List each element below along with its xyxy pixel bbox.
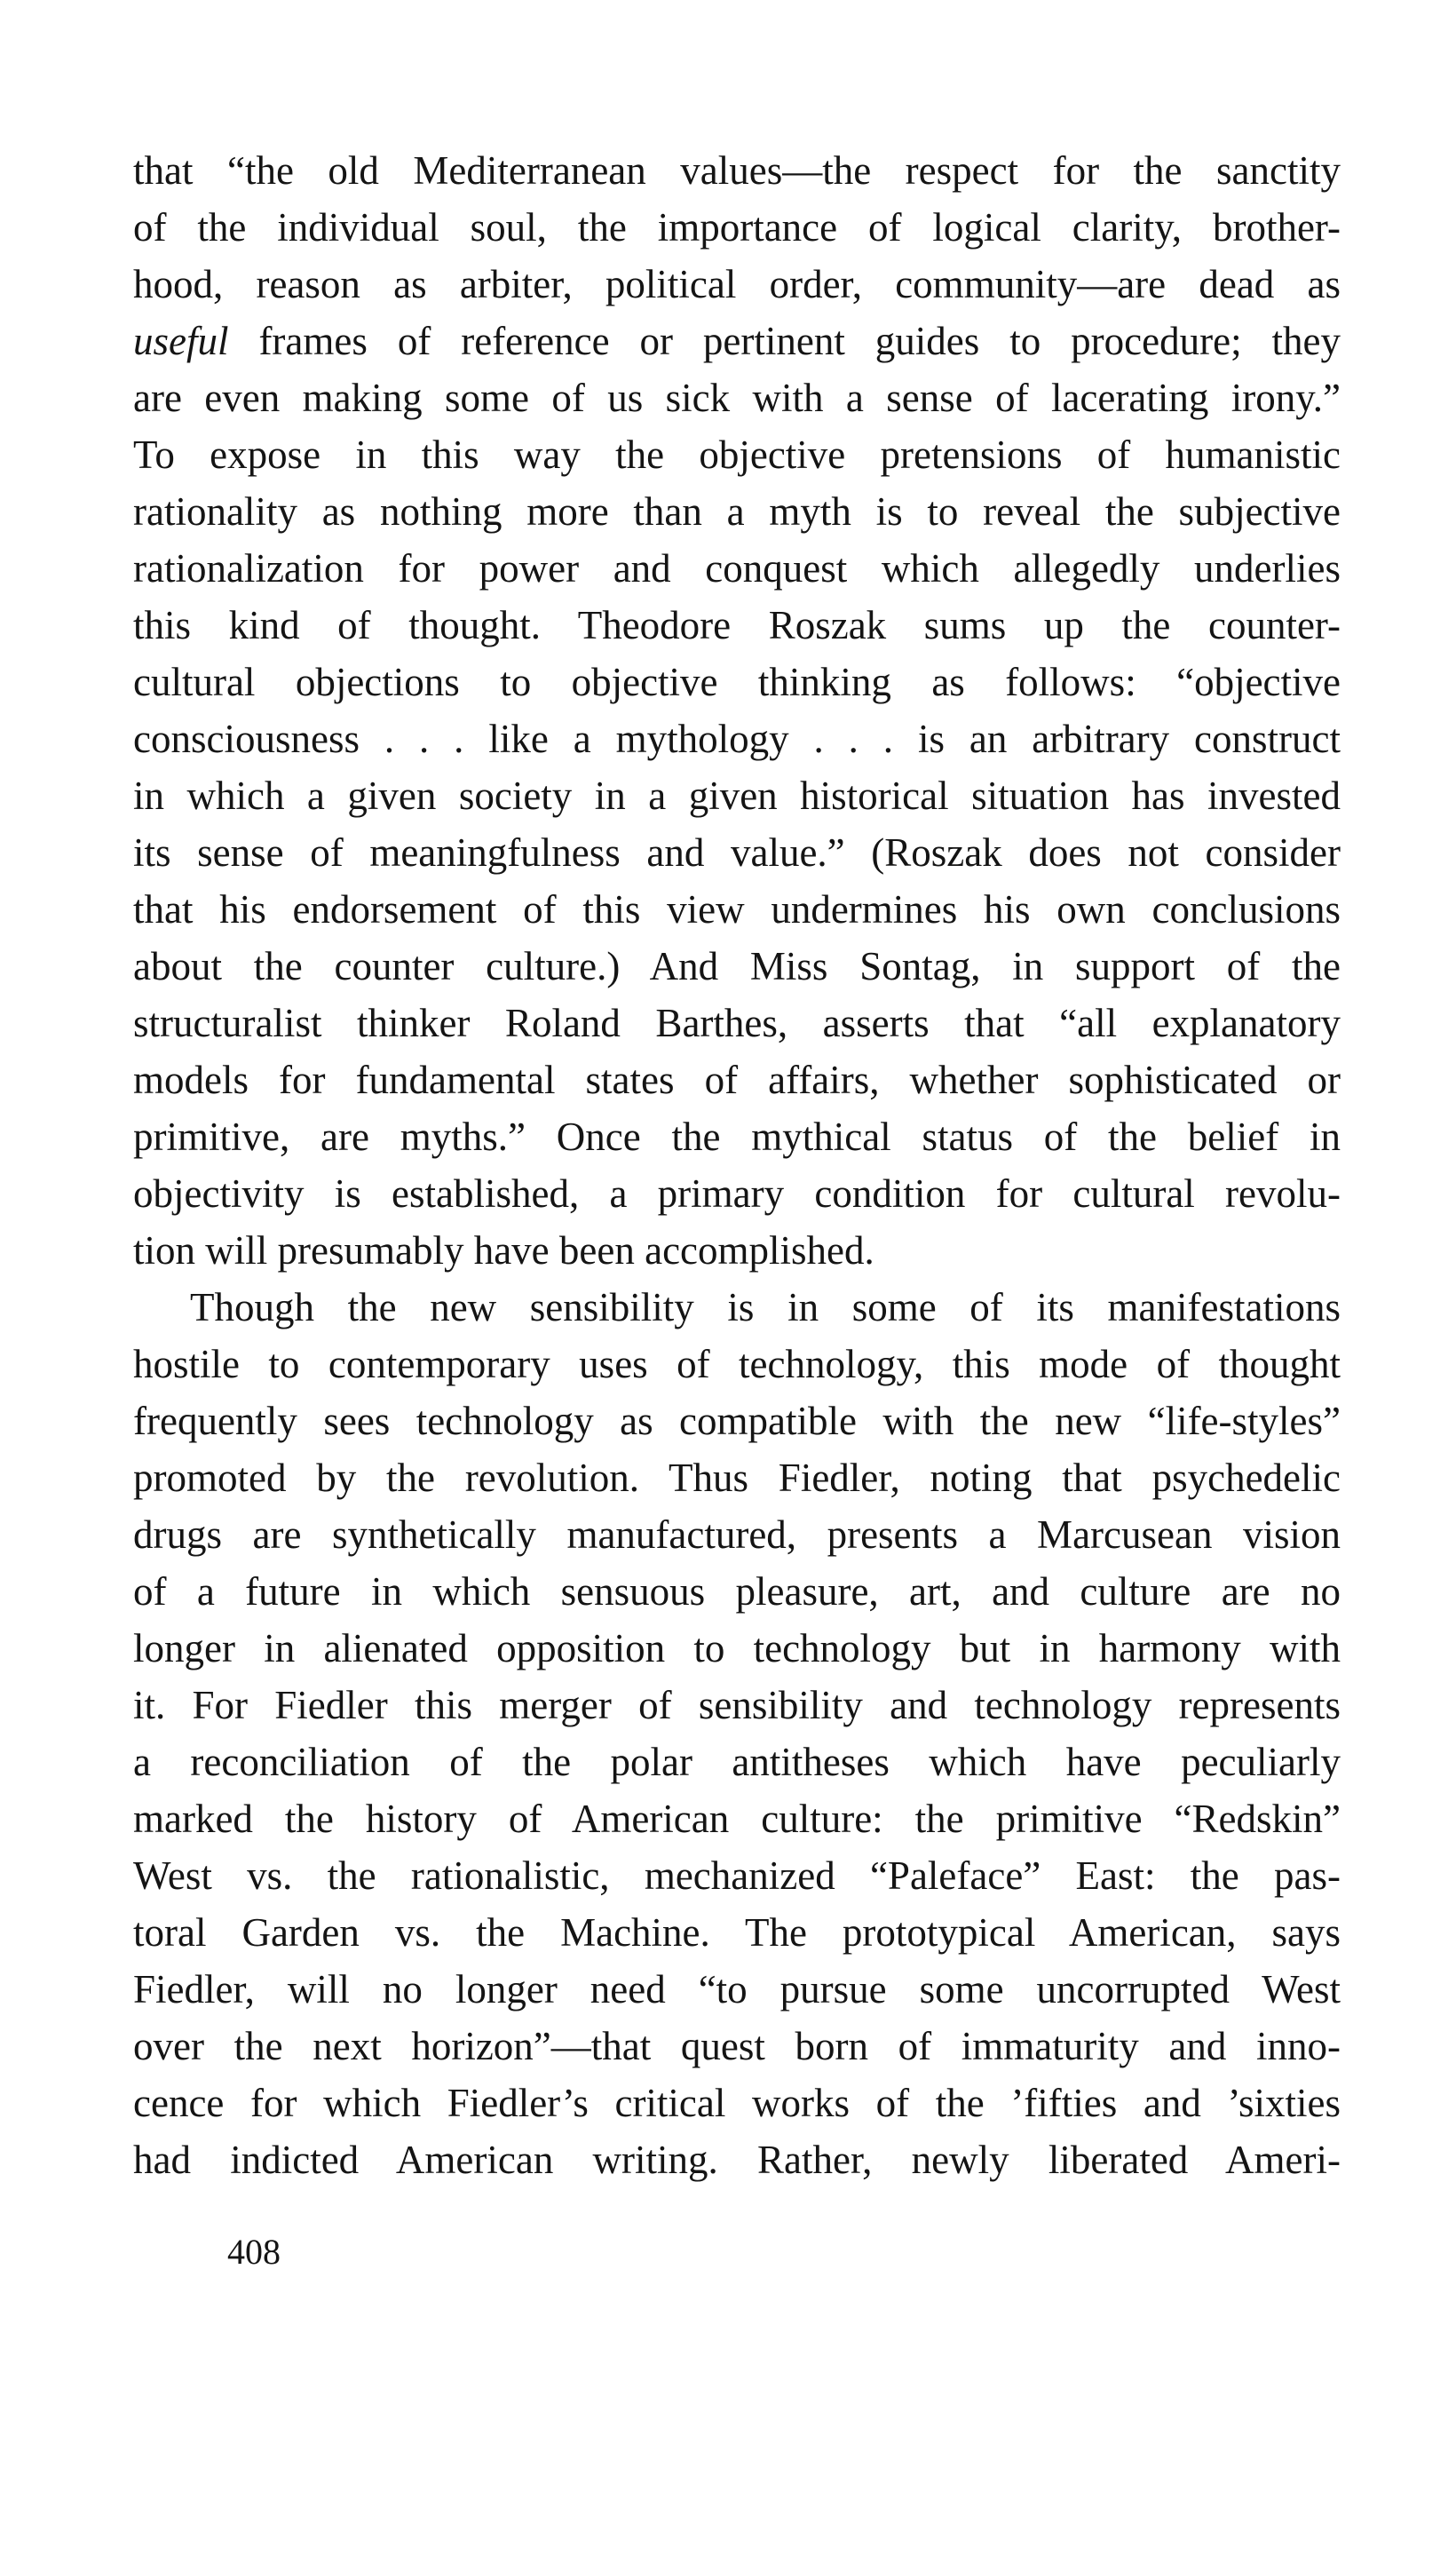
text-line: structuralist thinker Roland Barthes, asserts that “all explanatory — [133, 1001, 1341, 1045]
text-line: had indicted American writing. Rather, newly liberated Ameri- — [133, 2138, 1341, 2182]
text-line: hostile to contemporary uses of technology, this mode of thought — [133, 1342, 1341, 1386]
text-line: primitive, are myths.” Once the mythical status of the belief in — [133, 1115, 1341, 1159]
text-segment: frames of reference or pertinent guides to procedure; they — [228, 319, 1341, 363]
page-number: 408 — [227, 2232, 281, 2272]
text-line — [133, 313, 1341, 369]
text-line: its sense of meaningfulness and value.” (Roszak does not consider — [133, 830, 1341, 875]
text-line: that his endorsement of this view undermines his own conclusions — [133, 887, 1341, 932]
text-line: of a future in which sensuous pleasure, art, and culture are no — [133, 1569, 1341, 1614]
emphasized-word: useful — [133, 319, 229, 363]
text-line: marked the history of American culture: the primitive “Redskin” — [133, 1797, 1341, 1841]
text-line: cence for which Fiedler’s critical works of the ’fifties and ’sixties — [133, 2081, 1341, 2125]
text-line: about the counter culture.) And Miss Sontag, in support of the — [133, 944, 1341, 988]
text-line: West vs. the rationalistic, mechanized “Paleface” East: the pas- — [133, 1853, 1341, 1898]
paragraph-1 — [133, 142, 1341, 1279]
text-line: that “the old Mediterranean values—the respect for the sanctity — [133, 148, 1341, 193]
text-line: in which a given society in a given historical situation has invested — [133, 774, 1341, 818]
text-line: over the next horizon”—that quest born of immaturity and inno- — [133, 2024, 1341, 2068]
body-text — [133, 142, 1341, 2188]
text-line: longer in alienated opposition to technology but in harmony with — [133, 1626, 1341, 1670]
text-line: consciousness . . . like a mythology . . . is an arbitrary construct — [133, 717, 1341, 761]
text-line: it. For Fiedler this merger of sensibility and technology represents — [133, 1683, 1341, 1727]
text-line: hood, reason as arbiter, political order, community—are dead as — [133, 262, 1341, 306]
text-line: tion will presumably have been accomplished. — [133, 1228, 874, 1273]
text-line: models for fundamental states of affairs, whether sophisticated or — [133, 1058, 1341, 1102]
text-line: drugs are synthetically manufactured, presents a Marcusean vision — [133, 1512, 1341, 1557]
text-line: Fiedler, will no longer need “to pursue some uncorrupted West — [133, 1967, 1341, 2012]
text-line: To expose in this way the objective pretensions of humanistic — [133, 432, 1341, 477]
paragraph-2 — [133, 1279, 1341, 2188]
text-line: Though the new sensibility is in some of its manifestations — [190, 1285, 1341, 1329]
text-line: are even making some of us sick with a sense of lacerating irony.” — [133, 376, 1341, 420]
text-line: a reconciliation of the polar antitheses which have peculiarly — [133, 1740, 1341, 1784]
text-line: frequently sees technology as compatible with the new “life-styles” — [133, 1399, 1341, 1443]
text-line: this kind of thought. Theodore Roszak sums up the counter- — [133, 603, 1341, 647]
text-line: rationalization for power and conquest which allegedly underlies — [133, 546, 1341, 591]
text-line: toral Garden vs. the Machine. The prototypical American, says — [133, 1910, 1341, 1955]
text-line: of the individual soul, the importance of logical clarity, brother- — [133, 205, 1341, 250]
text-line: promoted by the revolution. Thus Fiedler, noting that psychedelic — [133, 1456, 1341, 1500]
text-line: rationality as nothing more than a myth is to reveal the subjective — [133, 489, 1341, 534]
text-line: cultural objections to objective thinking as follows: “objective — [133, 660, 1341, 704]
text-line: objectivity is established, a primary condition for cultural revolu- — [133, 1171, 1341, 1216]
